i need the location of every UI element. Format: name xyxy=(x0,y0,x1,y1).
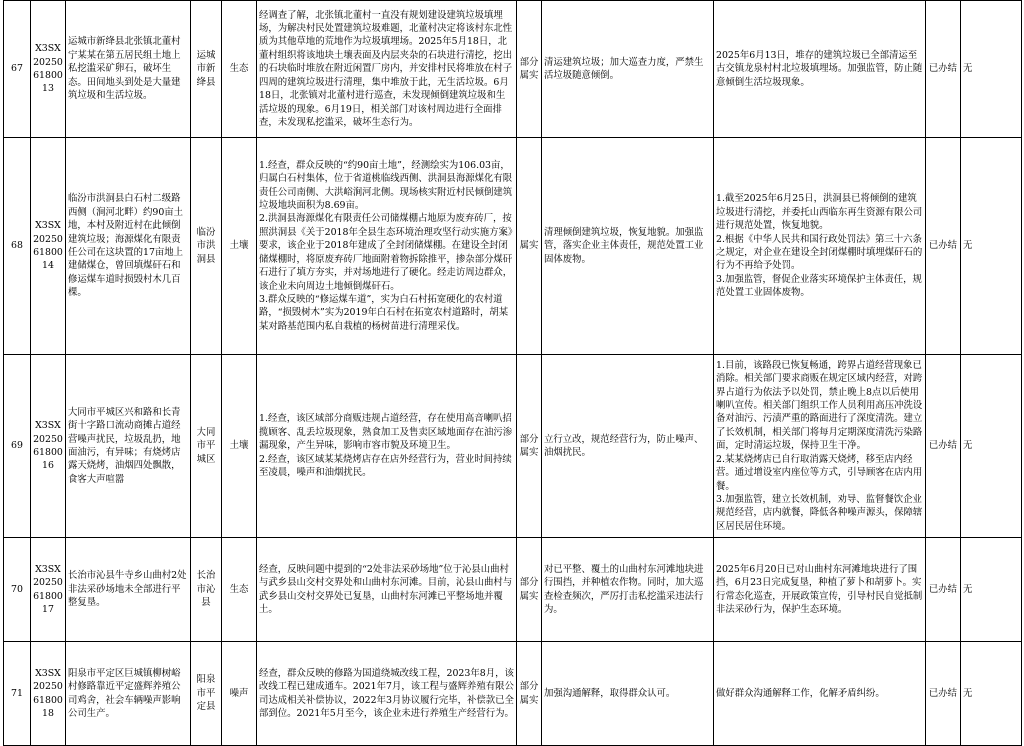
accountability: 无 xyxy=(961,355,1022,538)
verification-result: 属实 xyxy=(517,138,542,355)
case-code: X3SX202506180018 xyxy=(31,642,66,746)
issue-description: 运城市新绛县北张镇北董村宁某某在第五居民组土地上私挖滥采矿卵石，破坏生态。田间地头到处是大量建筑垃圾和生活垃圾。 xyxy=(66,1,191,138)
completion-status: 已办结 xyxy=(926,538,961,642)
administrative-area: 临汾市洪洞县 xyxy=(191,138,222,355)
report-table xyxy=(3,0,1022,746)
rectification-result: 2025年6月13日，堆存的建筑垃圾已全部清运至古交镇龙泉村村北垃圾填埋场。加强监管，防止随意倾倒生活垃圾现象。 xyxy=(714,1,926,138)
verification-result: 部分属实 xyxy=(517,355,542,538)
case-code: X3SX202506180017 xyxy=(31,538,66,642)
administrative-area: 大同市平城区 xyxy=(191,355,222,538)
completion-status: 已办结 xyxy=(926,138,961,355)
table-row xyxy=(4,138,1022,355)
row-number: 68 xyxy=(4,138,31,355)
row-number: 69 xyxy=(4,355,31,538)
accountability: 无 xyxy=(961,1,1022,138)
row-number: 67 xyxy=(4,1,31,138)
administrative-area: 运城市新绛县 xyxy=(191,1,222,138)
accountability: 无 xyxy=(961,538,1022,642)
verification-result: 部分属实 xyxy=(517,538,542,642)
investigation-finding: 经调查了解，北张镇北董村一直没有规划建设建筑垃圾填埋场，为解决村民处置建筑垃圾难题，北董村决定将该村东北性质为其他草地的荒地作为垃圾填埋场。2025年5月18日，北董村组织将该地块土壤表面及内层夹杂的石块进行清挖，挖出的石块临时堆放在附近闲置厂房内，并安排村民将堆放在村子四周的建筑垃圾进行清理，集中堆放于此，无生活垃圾。6月18日，北张镇对北董村进行巡查，未发现倾倒建筑垃圾和生活垃圾的现象。6月19日，相关部门对该村周边进行全面排查，未发现私挖滥采，破坏生态行为。 xyxy=(257,1,517,138)
rectification-result: 1.截至2025年6月25日，洪洞县已将倾倒的建筑垃圾进行清挖，并委托山西临东再生资源有限公司进行规范处置，恢复地貌。 2.根据《中华人民共和国行政处罚法》第三十六条之规定，对企业在建设全封闭煤棚时填埋煤矸石的行为不再给予处罚。 3.加强监管，督促企业落实环境保护主体责任，规范处置工业固体废物。 xyxy=(714,138,926,355)
row-number: 71 xyxy=(4,642,31,746)
administrative-area: 阳泉市平定县 xyxy=(191,642,222,746)
case-code: X3SX202506180013 xyxy=(31,1,66,138)
accountability: 无 xyxy=(961,642,1022,746)
pollution-type: 土壤 xyxy=(222,355,257,538)
issue-description: 阳泉市平定区巨城镇柳树峪村修路靠近平定盛辉养殖公司鸡舍，社会车辆噪声影响公司生产。 xyxy=(66,642,191,746)
completion-status: 已办结 xyxy=(926,642,961,746)
pollution-type: 噪声 xyxy=(222,642,257,746)
issue-description: 临汾市洪洞县白石村二级路西侧（涧河北畔）约90亩土地，本村及附近村在此倾倒建筑垃圾；海源煤化有限责任公司在这块置的17亩地上建储煤仓，曾回填煤矸石和修运煤车道时损毁村木几百棵。 xyxy=(66,138,191,355)
pollution-type: 生态 xyxy=(222,538,257,642)
handling-measures: 清运建筑垃圾；加大巡查力度，严禁生活垃圾随意倾倒。 xyxy=(542,1,714,138)
row-number: 70 xyxy=(4,538,31,642)
rectification-result: 2025年6月20日已对山曲村东河滩地块进行了围挡，6月23日完成复垦，种植了萝卜和胡萝卜。实行常态化巡查，开展政策宣传，引导村民自觉抵制非法采砂行为，保护生态环境。 xyxy=(714,538,926,642)
investigation-finding: 1.经查，该区域部分商贩违规占道经营，存在使用高音喇叭招揽顾客、乱丢垃圾现象，熟食加工及售卖区域地面存在油污渗漏现象，产生异味，影响市容市貌及环境卫生。 2.经查，该区域某某烧烤店存在店外经营行为，营业时间持续至凌晨，噪声和油烟扰民。 xyxy=(257,355,517,538)
verification-result: 部分属实 xyxy=(517,642,542,746)
handling-measures: 加强沟通解释，取得群众认可。 xyxy=(542,642,714,746)
rectification-result: 1.目前，该路段已恢复畅通，跨界占道经营现象已消除。相关部门要求商贩在规定区域内经营，对跨界占道行为依法予以处罚，禁止晚上8点以后使用喇叭宣传。相关部门组织工作人员利用高压冲洗设备对油污、污渍严重的路面进行了深度清洗。建立了长效机制，相关部门将每月定期深度清洗污染路面，定时清运垃圾，保持卫生干净。 2.某某烧烤店已自行取消露天烧烤，移至店内经营。通过增设室内座位等方式，引导顾客在店内用餐。 3.加强监管，建立长效机制，劝导、监督餐饮企业规范经营，店内就餐，降低各种噪声源头，保障辖区居民居住环境。 xyxy=(714,355,926,538)
handling-measures: 立行立改，规范经营行为，防止噪声、油烟扰民。 xyxy=(542,355,714,538)
issue-description: 大同市平城区兴和路和长青街十字路口流动商摊占道经营噪声扰民，垃圾乱扔，地面油污，有异味；有烧烤店露天烧烤，油烟四处飘散，食客大声喧嚣 xyxy=(66,355,191,538)
administrative-area: 长治市沁县 xyxy=(191,538,222,642)
completion-status: 已办结 xyxy=(926,1,961,138)
table-row xyxy=(4,538,1022,642)
investigation-finding: 经查，群众反映的修路为国道绕城改线工程，2023年8月，该改线工程已建成通车。2021年7月，该工程与盛辉养殖有限公司达成相关补偿协议，2022年3月协议履行完毕，补偿款已全部到位。2021年5月至今，该企业未进行养殖生产经营行为。 xyxy=(257,642,517,746)
investigation-finding: 1.经查，群众反映的“约90亩土地”，经测绘实为106.03亩，归属白石村集体，位于省道桃临线西侧、洪洞县海源煤化有限责任公司南侧、大洪峪涧河北侧。现场核实附近村民倾倒建筑垃圾地块面积为8.69亩。 2.洪洞县海源煤化有限责任公司储煤棚占地原为废弃砖厂，按照洪洞县《关于2018年全县生态环境治理攻坚行动实施方案》要求，该企业于2018年建成了全封闭储煤棚。在建设全封闭储煤棚时，将原废弃砖厂地面附着物拆除推平，掺杂部分煤矸石进行了填方夯实，并对场地进行了硬化。经走访周边群众，该企业未向周边土地倾倒煤矸石。 3.群众反映的“修运煤车道”，实为白石村拓宽硬化的农村道路，“损毁树木”实为2019年白石村在拓宽农村道路时，胡某某对路基范围内私自栽植的杨树苗进行清理采伐。 xyxy=(257,138,517,355)
table-row xyxy=(4,1,1022,138)
handling-measures: 对已平整、覆土的山曲村东河滩地块进行围挡，并种植农作物。同时，加大巡查检查频次，严厉打击私挖滥采违法行为。 xyxy=(542,538,714,642)
case-code: X3SX202506180014 xyxy=(31,138,66,355)
verification-result: 部分属实 xyxy=(517,1,542,138)
accountability: 无 xyxy=(961,138,1022,355)
rectification-result: 做好群众沟通解释工作，化解矛盾纠纷。 xyxy=(714,642,926,746)
case-code: X3SX202506180016 xyxy=(31,355,66,538)
handling-measures: 清理倾倒建筑垃圾，恢复地貌。加强监管，落实企业主体责任，规范处置工业固体废物。 xyxy=(542,138,714,355)
pollution-type: 生态 xyxy=(222,1,257,138)
pollution-type: 土壤 xyxy=(222,138,257,355)
issue-description: 长治市沁县牛寺乡山曲村2处非法采砂场地未全部进行平整复垦。 xyxy=(66,538,191,642)
table-row xyxy=(4,355,1022,538)
investigation-finding: 经查，反映问题中提到的“2处非法采砂场地”位于沁县山曲村与武乡县山交村交界处和山曲村东河滩。目前，沁县山曲村与武乡县山交村交界处已复垦，山曲村东河滩已平整场地并覆土。 xyxy=(257,538,517,642)
table-row xyxy=(4,642,1022,746)
completion-status: 已办结 xyxy=(926,355,961,538)
